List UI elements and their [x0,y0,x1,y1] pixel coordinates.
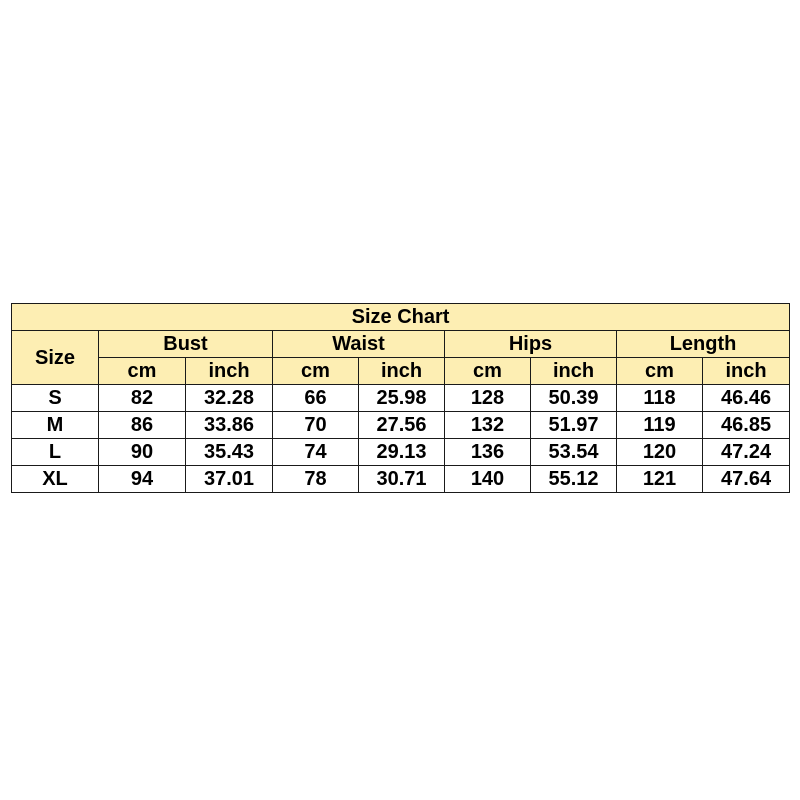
table-cell: 120 [617,439,703,466]
table-cell: 121 [617,466,703,493]
table-cell: 70 [273,412,359,439]
table-row [12,412,790,439]
unit-header: cm [99,358,186,385]
size-chart-table [11,303,790,493]
table-row [12,439,790,466]
group-header-bust: Bust [99,331,273,358]
group-header-length: Length [617,331,790,358]
table-cell: 78 [273,466,359,493]
unit-header: cm [617,358,703,385]
table-cell: 47.64 [703,466,790,493]
table-cell: 90 [99,439,186,466]
unit-header: inch [186,358,273,385]
unit-header: inch [703,358,790,385]
table-cell: 119 [617,412,703,439]
table-cell: 46.85 [703,412,790,439]
size-cell: S [12,385,99,412]
size-column-header: Size [12,331,99,385]
table-cell: 37.01 [186,466,273,493]
table-cell: 46.46 [703,385,790,412]
table-cell: 33.86 [186,412,273,439]
table-cell: 136 [445,439,531,466]
group-header-waist: Waist [273,331,445,358]
table-cell: 27.56 [359,412,445,439]
table-cell: 86 [99,412,186,439]
table-title: Size Chart [12,304,790,331]
table-cell: 94 [99,466,186,493]
table-row [12,385,790,412]
unit-header: cm [445,358,531,385]
group-header-hips: Hips [445,331,617,358]
table-cell: 140 [445,466,531,493]
table-cell: 132 [445,412,531,439]
size-cell: L [12,439,99,466]
table-cell: 29.13 [359,439,445,466]
table-cell: 55.12 [531,466,617,493]
table-row [12,466,790,493]
table-cell: 118 [617,385,703,412]
table-cell: 32.28 [186,385,273,412]
table-cell: 51.97 [531,412,617,439]
size-chart [11,303,789,493]
table-cell: 25.98 [359,385,445,412]
table-cell: 47.24 [703,439,790,466]
table-cell: 35.43 [186,439,273,466]
table-cell: 128 [445,385,531,412]
table-cell: 74 [273,439,359,466]
unit-header: cm [273,358,359,385]
size-cell: XL [12,466,99,493]
table-cell: 30.71 [359,466,445,493]
unit-header: inch [531,358,617,385]
table-cell: 66 [273,385,359,412]
table-cell: 82 [99,385,186,412]
table-cell: 50.39 [531,385,617,412]
size-cell: M [12,412,99,439]
unit-header: inch [359,358,445,385]
table-cell: 53.54 [531,439,617,466]
